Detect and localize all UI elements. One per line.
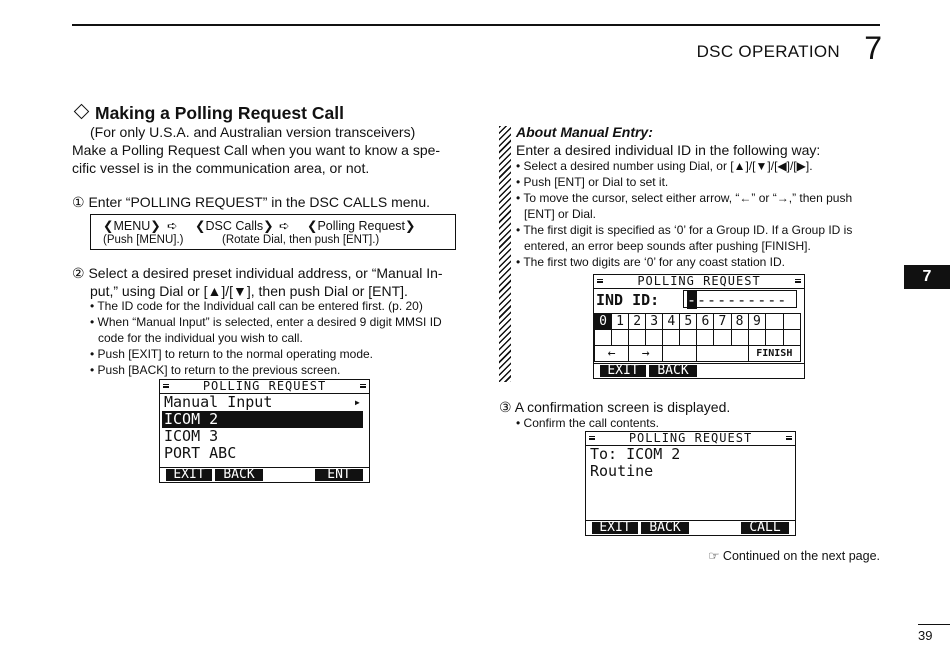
step-3-text: A confirmation screen is displayed. xyxy=(514,399,731,415)
heading-text: Making a Polling Request Call xyxy=(95,103,344,123)
chapter-number: 7 xyxy=(864,30,882,66)
empty-key xyxy=(697,346,748,362)
diamond-icon xyxy=(74,104,90,120)
page-number: 39 xyxy=(918,628,933,643)
manual-entry-title: About Manual Entry: xyxy=(516,124,653,140)
menu-path-box xyxy=(90,214,456,250)
menu-item-polling-request: ❮Polling Request❯ xyxy=(307,219,416,233)
lcd-title-text: POLLING REQUEST xyxy=(202,379,327,393)
section-title: DSC OPERATION xyxy=(696,42,840,61)
empty-key xyxy=(783,314,800,330)
menu-item-menu: ❮MENU❯ xyxy=(103,219,161,233)
digit-keypad xyxy=(594,313,801,362)
menu-icon xyxy=(597,279,603,282)
lcd-title xyxy=(594,275,804,287)
menu-item-dsc-calls: ❮DSC Calls❯ xyxy=(195,219,274,233)
back-softkey[interactable]: BACK xyxy=(641,522,689,534)
empty-key xyxy=(663,346,697,362)
confirm-to-line: To: ICOM 2 xyxy=(590,445,681,463)
empty-key xyxy=(629,330,646,346)
empty-key xyxy=(680,330,697,346)
left-arrow-key[interactable]: ← xyxy=(595,346,629,362)
manual-bullet-4-cont: entered, an error beep sounds after pushing [FINISH]. xyxy=(524,239,811,253)
step-3-bullet: • Confirm the call contents. xyxy=(516,416,659,430)
manual-bullet-3: • To move the cursor, select either arrow, “←” or “→,” then push xyxy=(516,191,853,205)
step-2-line-1 xyxy=(72,264,443,282)
exit-softkey[interactable]: EXIT xyxy=(592,522,638,534)
menu-icon xyxy=(786,436,792,439)
digit-key[interactable]: 5 xyxy=(680,314,697,330)
empty-key xyxy=(595,330,612,346)
list-item-icom-3[interactable]: ICOM 3 xyxy=(164,427,219,445)
step-2-bullet-4: • Push [BACK] to return to the previous screen. xyxy=(90,363,341,377)
step-2-bullet-2: • When “Manual Input” is selected, enter a desired 9 digit MMSI ID xyxy=(90,315,442,329)
id-value: --------- xyxy=(697,291,788,309)
manual-bullet-2: • Push [ENT] or Dial to set it. xyxy=(516,175,669,189)
intro-line-2: cific vessel is in the communication area, or not. xyxy=(72,160,370,176)
empty-key xyxy=(783,330,800,346)
list-item-label: Manual Input xyxy=(164,393,273,411)
right-arrow-key[interactable]: → xyxy=(629,346,663,362)
digit-key[interactable]: 2 xyxy=(629,314,646,330)
empty-key xyxy=(748,330,766,346)
list-item-port-abc[interactable]: PORT ABC xyxy=(164,444,237,462)
exit-softkey[interactable]: EXIT xyxy=(166,469,212,481)
softkey-bar xyxy=(160,467,369,482)
step-2-bullet-2-cont: code for the individual you wish to call. xyxy=(98,331,303,345)
ent-softkey[interactable]: ENT xyxy=(315,469,363,481)
menu-arrow-2: ➪ xyxy=(279,219,290,233)
intro-line-1: Make a Polling Request Call when you want to know a spe- xyxy=(72,142,441,158)
manual-bullet-4: • The first digit is specified as ‘0’ for a Group ID. If a Group ID is xyxy=(516,223,853,237)
step-3 xyxy=(499,398,730,416)
list-item-manual-input[interactable] xyxy=(160,394,369,411)
digit-key[interactable]: 8 xyxy=(731,314,748,330)
empty-key xyxy=(766,314,783,330)
back-softkey[interactable]: BACK xyxy=(215,469,263,481)
digit-key[interactable]: 4 xyxy=(663,314,680,330)
step-2-bullet-3: • Push [EXIT] to return to the normal operating mode. xyxy=(90,347,374,361)
lcd-title xyxy=(160,380,369,392)
lcd-screen-address-list xyxy=(159,379,370,483)
lcd-title xyxy=(586,432,795,444)
empty-key xyxy=(646,330,663,346)
lcd-title-text: POLLING REQUEST xyxy=(637,274,761,288)
digit-key[interactable]: 1 xyxy=(612,314,629,330)
menu-note-1: (Push [MENU].) xyxy=(103,234,184,246)
step-2-line-2: put,” using Dial or [▲]/[▼], then push Dial or [ENT]. xyxy=(90,283,408,299)
step-2-bullet-1: • The ID code for the Individual call can be entered first. (p. 20) xyxy=(90,299,423,313)
step-2-text-1: Select a desired preset individual address, or “Manual In- xyxy=(88,265,443,281)
section-heading xyxy=(72,103,344,124)
lcd-screen-id-entry xyxy=(593,274,805,379)
softkey-bar xyxy=(586,520,795,535)
menu-icon xyxy=(360,384,366,387)
manual-entry-intro: Enter a desired individual ID in the following way: xyxy=(516,142,821,158)
manual-bullet-1: • Select a desired number using Dial, or [▲]/[▼]/[◀]/[▶]. xyxy=(516,159,813,173)
menu-icon xyxy=(795,279,801,282)
list-item-icom-2-selected[interactable]: ICOM 2 xyxy=(162,411,363,428)
ind-id-input[interactable] xyxy=(683,290,797,308)
digit-key[interactable]: 7 xyxy=(714,314,731,330)
step-1-text: Enter “POLLING REQUEST” in the DSC CALLS menu. xyxy=(88,194,431,210)
ind-id-label: IND ID: xyxy=(596,291,660,309)
note-hatch-bar xyxy=(499,126,511,382)
step-3-number: ③ xyxy=(499,399,512,415)
manual-bullet-5: • The first two digits are ‘0’ for any coast station ID. xyxy=(516,255,785,269)
lcd-screen-confirmation xyxy=(585,431,796,536)
digit-key[interactable]: 9 xyxy=(748,314,766,330)
step-2-number: ② xyxy=(72,265,85,281)
digit-key[interactable]: 3 xyxy=(646,314,663,330)
confirm-category-line: Routine xyxy=(590,462,654,480)
empty-key xyxy=(714,330,731,346)
chapter-side-tab: 7 xyxy=(904,265,950,289)
empty-key xyxy=(663,330,680,346)
step-1-number: ① xyxy=(72,194,85,210)
empty-key xyxy=(612,330,629,346)
finish-key[interactable]: FINISH xyxy=(748,346,800,362)
menu-icon xyxy=(589,436,595,439)
right-triangle-icon: ▸ xyxy=(353,395,361,409)
menu-icon xyxy=(163,384,169,387)
call-softkey[interactable]: CALL xyxy=(741,522,789,534)
empty-key xyxy=(731,330,748,346)
manual-bullet-3-cont: [ENT] or Dial. xyxy=(524,207,597,221)
menu-arrow-1: ➪ xyxy=(167,219,178,233)
continued-note: ☞ Continued on the next page. xyxy=(708,549,880,563)
digit-key[interactable]: 0 xyxy=(595,314,612,330)
id-cursor: - xyxy=(687,291,698,309)
subheading: (For only U.S.A. and Australian version transceivers) xyxy=(90,124,416,140)
empty-key xyxy=(766,330,783,346)
digit-key[interactable]: 6 xyxy=(697,314,714,330)
back-softkey[interactable]: BACK xyxy=(649,365,697,377)
exit-softkey[interactable]: EXIT xyxy=(600,365,646,377)
menu-note-2: (Rotate Dial, then push [ENT].) xyxy=(222,234,380,246)
footer-rule xyxy=(918,624,950,625)
lcd-title-text: POLLING REQUEST xyxy=(628,431,753,445)
step-1 xyxy=(72,193,430,211)
header-rule xyxy=(72,24,880,26)
empty-key xyxy=(697,330,714,346)
softkey-bar xyxy=(594,363,804,378)
